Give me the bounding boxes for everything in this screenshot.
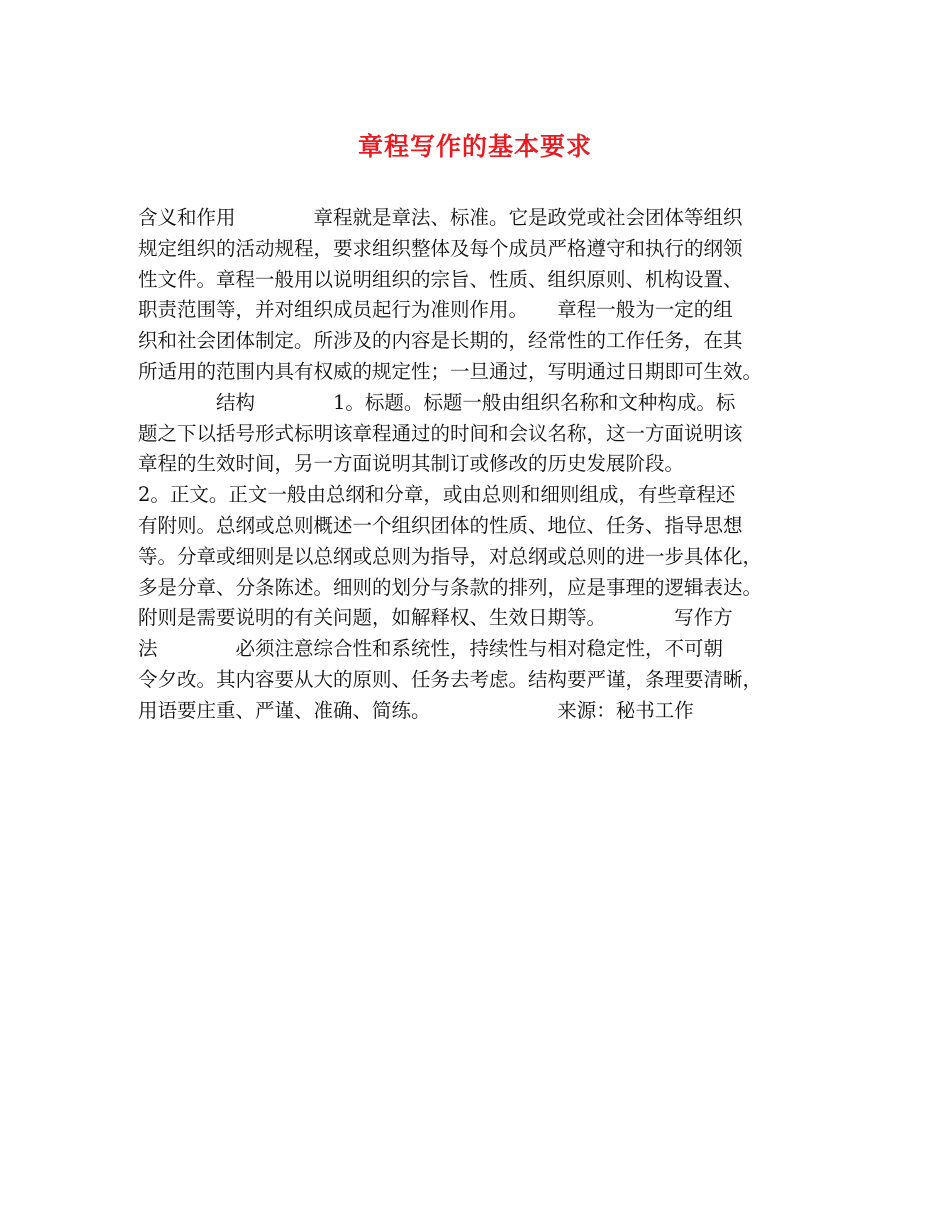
body-line: 织和社会团体制定。所涉及的内容是长期的，经常性的工作任务，在其 <box>138 329 743 353</box>
body-line: 所适用的范围内具有权威的规定性；一旦通过，写明通过日期即可生效。 <box>138 359 763 383</box>
body-line: 有附则。总纲或总则概述一个组织团体的性质、地位、任务、指导思想 <box>138 513 743 537</box>
document-title: 章程写作的基本要求 <box>357 132 592 161</box>
document-body <box>138 203 828 727</box>
body-line: 附则是需要说明的有关问题，如解释权、生效日期等。 写作方 <box>138 606 733 630</box>
body-line: 2。正文。正文一般由总纲和分章，或由总则和细则组成，有些章程还 <box>138 483 736 507</box>
body-line: 等。分章或细则是以总纲或总则为指导，对总纲或总则的进一步具体化， <box>138 544 763 568</box>
body-line: 用语要庄重、严谨、准确、简练。 来源：秘书工作 <box>138 698 694 722</box>
body-line: 法 必须注意综合性和系统性，持续性与相对稳定性，不可朝 <box>138 637 724 661</box>
body-line: 职责范围等，并对组织成员起行为准则作用。 章程一般为一定的组 <box>138 298 733 322</box>
body-line: 规定组织的活动规程，要求组织整体及每个成员严格遵守和执行的纲领 <box>138 236 743 260</box>
body-line: 性文件。章程一般用以说明组织的宗旨、性质、组织原则、机构设置、 <box>138 267 743 291</box>
body-line: 多是分章、分条陈述。细则的划分与条款的排列，应是事理的逻辑表达。 <box>138 575 763 599</box>
body-line: 令夕改。其内容要从大的原则、任务去考虑。结构要严谨，条理要清晰， <box>138 667 763 691</box>
body-line: 结构 1。标题。标题一般由组织名称和文种构成。标 <box>138 390 736 414</box>
body-line: 题之下以括号形式标明该章程通过的时间和会议名称，这一方面说明该 <box>138 421 743 445</box>
body-line: 章程的生效时间，另一方面说明其制订或修改的历史发展阶段。 <box>138 452 685 476</box>
body-line: 含义和作用 章程就是章法、标准。它是政党或社会团体等组织 <box>138 206 743 229</box>
